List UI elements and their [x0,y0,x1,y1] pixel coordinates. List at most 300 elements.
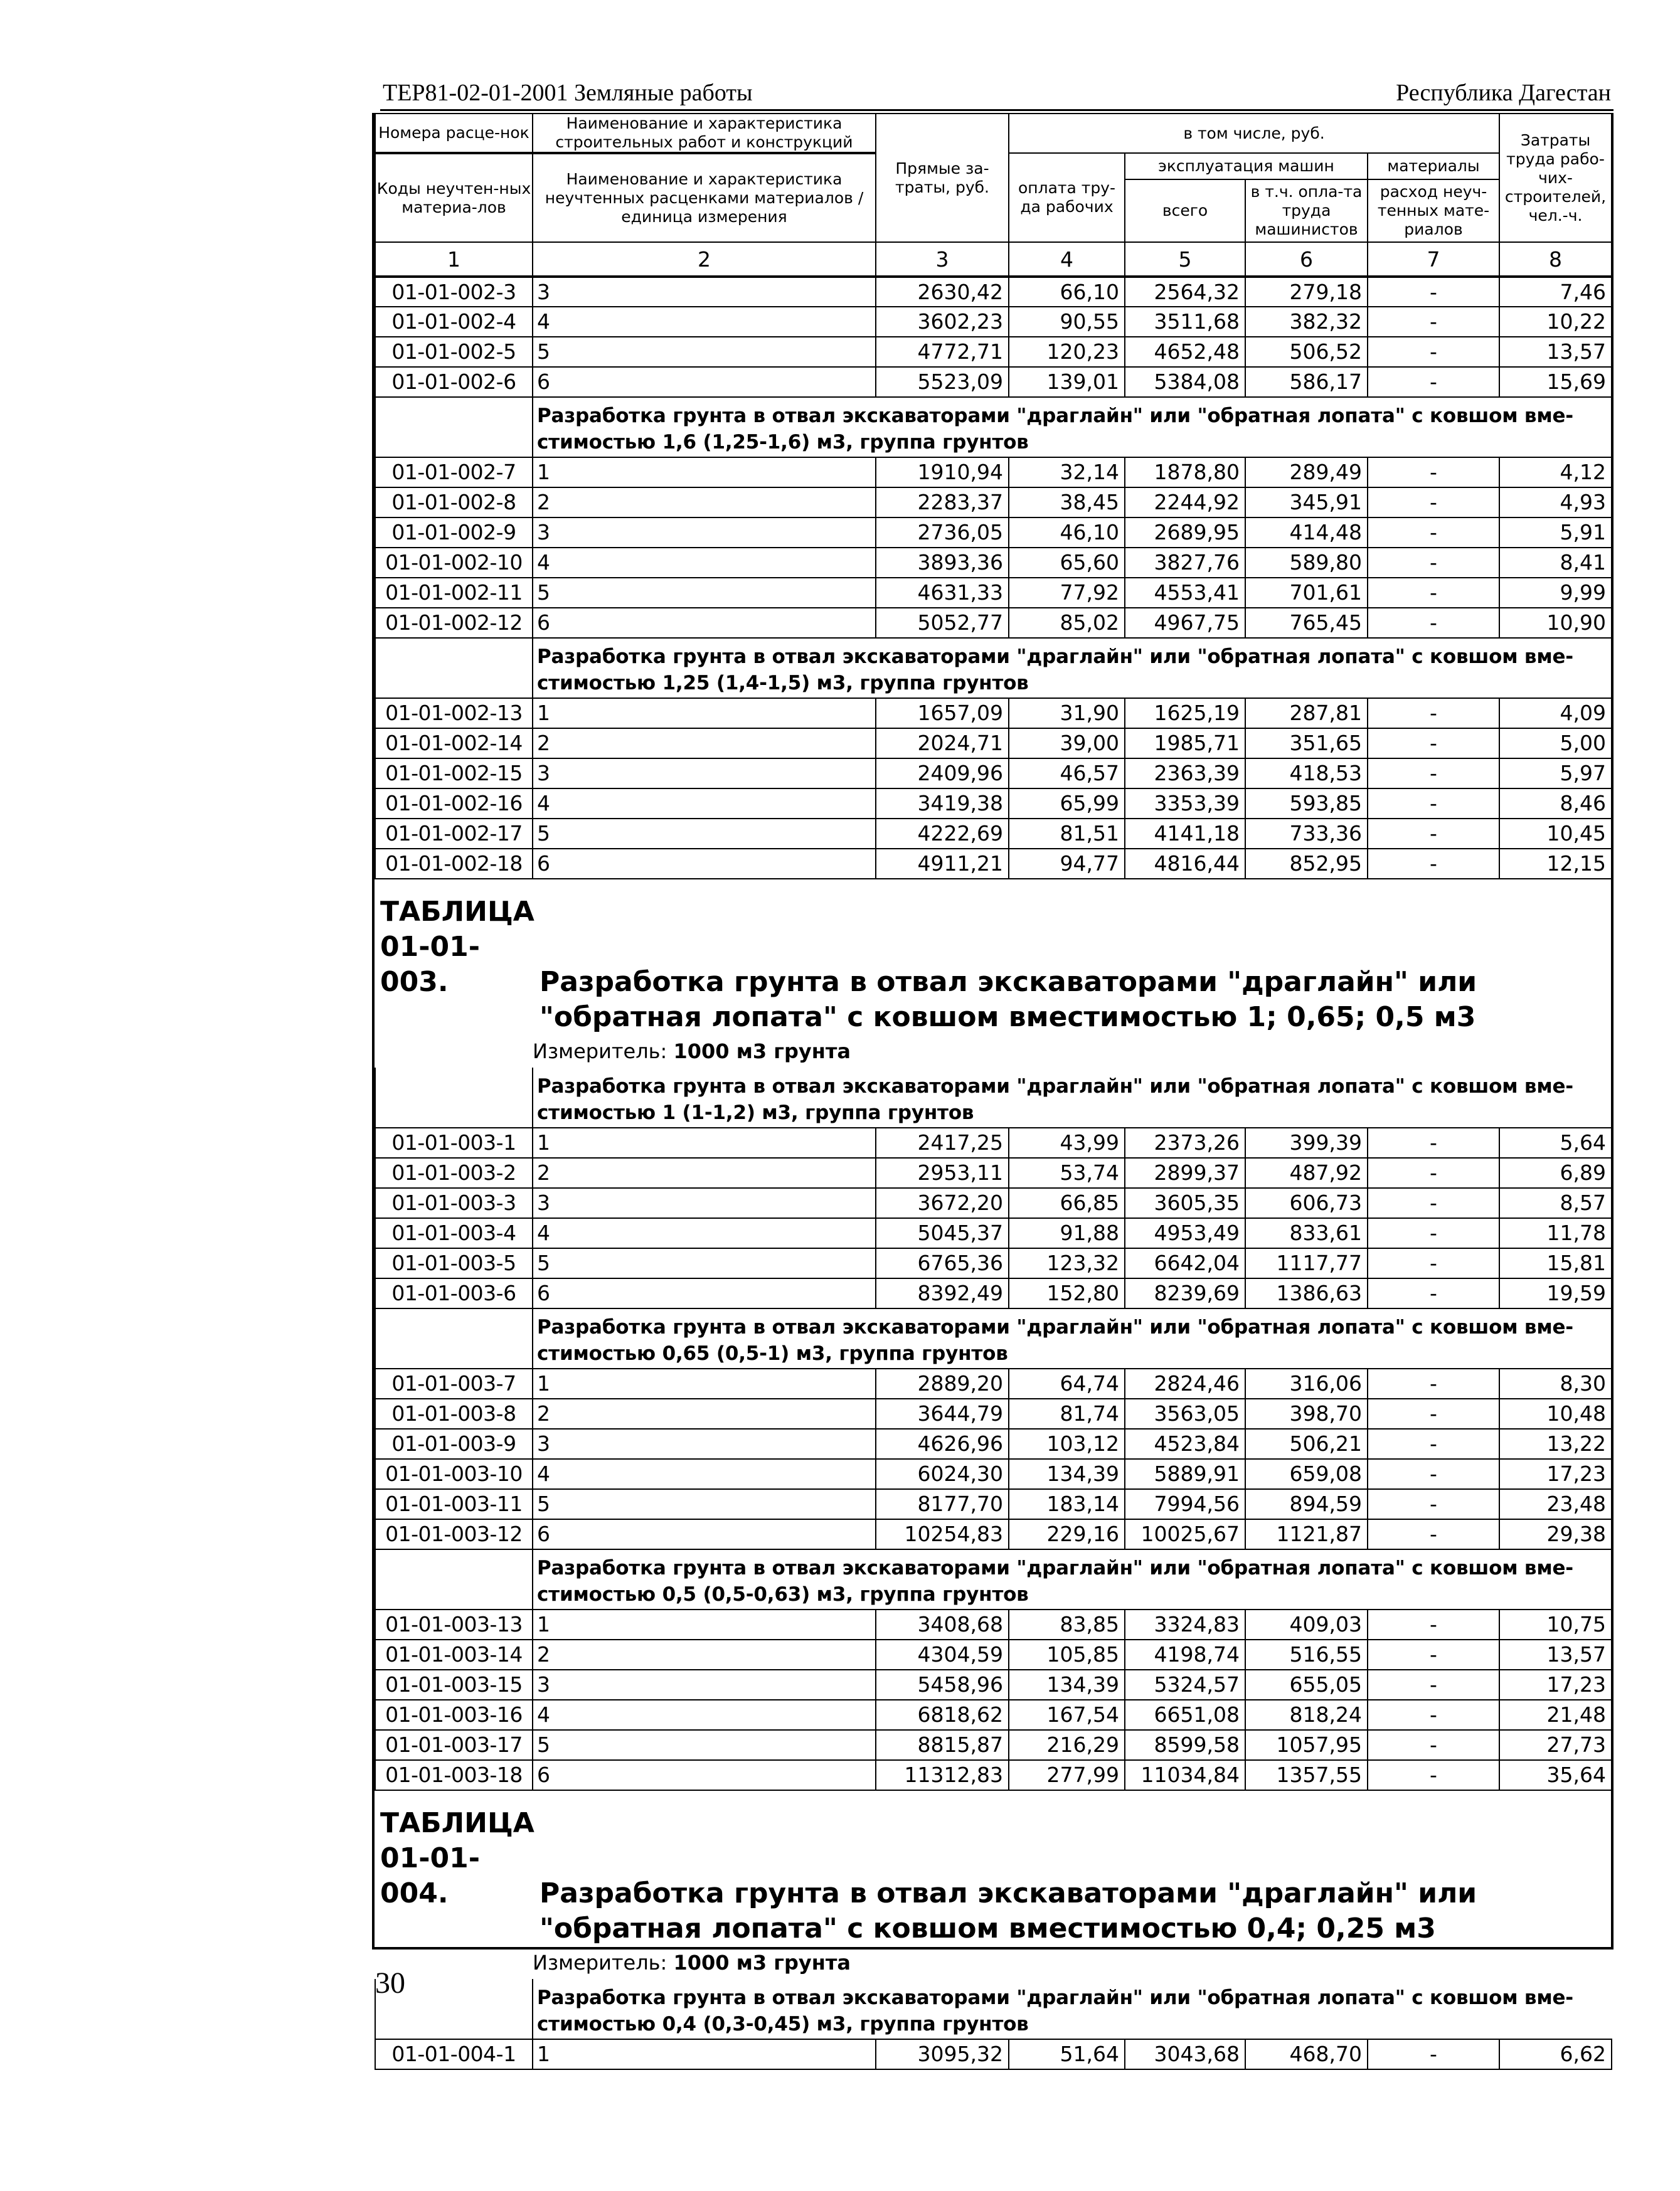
table-cell: 10,48 [1499,1399,1612,1429]
table-cell: 1 [533,698,876,728]
table-row [375,1369,1612,1399]
table-cell: 6 [533,367,876,397]
group-description-row [375,397,1612,457]
table-cell: 3408,68 [876,1610,1009,1640]
table-cell: 1117,77 [1245,1248,1368,1278]
col-worker-pay-header: оплата тру-да рабочих [1009,153,1125,242]
table-cell: 4,12 [1499,457,1612,487]
measure-value: 1000 м3 грунта [673,1039,851,1063]
table-cell: 4,09 [1499,698,1612,728]
table-cell: 2363,39 [1125,758,1245,788]
table-cell: 8,46 [1499,788,1612,819]
table-cell: 5045,37 [876,1218,1009,1248]
table-cell: 4222,69 [876,819,1009,849]
col-number: 5 [1125,242,1245,277]
table-cell: 11,78 [1499,1218,1612,1248]
table-cell: 134,39 [1009,1459,1125,1489]
table-cell: 3893,36 [876,548,1009,578]
table-row [375,1188,1612,1218]
table-cell: 833,61 [1245,1218,1368,1248]
measure-label: Измеритель: [533,1951,667,1975]
rate-code-cell: 01-01-003-18 [375,1760,533,1790]
table-cell: 589,80 [1245,548,1368,578]
group-description: Разработка грунта в отвал экскаваторами "драглайн" или "обратная лопата" с ковшом вме-стимостью 0,5 (0,5-0,63) м3, группа грунтов [533,1549,1612,1610]
col-operator-pay-header: в т.ч. опла-та труда машинистов [1245,179,1368,242]
table-title-line-1: Разработка грунта в отвал экскаваторами "драглайн" или [540,1877,1477,1909]
table-cell: 1 [533,457,876,487]
col-number: 2 [533,242,876,277]
col-materials-header: материалы [1368,153,1499,179]
table-cell: 418,53 [1245,758,1368,788]
table-cell: 15,81 [1499,1248,1612,1278]
table-cell: 2630,42 [876,277,1009,307]
table-cell: 4 [533,1218,876,1248]
table-cell: 3 [533,277,876,307]
table-cell: 2 [533,487,876,517]
rate-code-cell: 01-01-003-5 [375,1248,533,1278]
table-cell: 4304,59 [876,1640,1009,1670]
table-cell: 3419,38 [876,788,1009,819]
rate-code-cell: 01-01-003-7 [375,1369,533,1399]
table-cell: 51,64 [1009,2039,1125,2069]
measure-row [375,1035,1612,1068]
document-code-title: ТЕР81-02-01-2001 Земляные работы [383,80,753,106]
table-cell: - [1368,698,1499,728]
table-row [375,1610,1612,1640]
table-cell: 4 [533,1459,876,1489]
table-cell: 398,70 [1245,1399,1368,1429]
table-cell: 65,60 [1009,548,1125,578]
rate-code-cell: 01-01-003-9 [375,1429,533,1459]
table-cell: 593,85 [1245,788,1368,819]
rate-code-cell: 01-01-002-15 [375,758,533,788]
group-description: Разработка грунта в отвал экскаваторами "драглайн" или "обратная лопата" с ковшом вме-стимостью 1,25 (1,4-1,5) м3, группа грунтов [533,638,1612,698]
table-cell: 2 [533,1399,876,1429]
table-cell: 7994,56 [1125,1489,1245,1519]
rate-code-cell: 01-01-003-10 [375,1459,533,1489]
table-cell: 85,02 [1009,608,1125,638]
table-cell: 94,77 [1009,849,1125,879]
table-cell: 3605,35 [1125,1188,1245,1218]
table-cell: 487,92 [1245,1158,1368,1188]
table-cell: 1121,87 [1245,1519,1368,1549]
table-cell: - [1368,1610,1499,1640]
table-cell: 8239,69 [1125,1278,1245,1308]
table-cell: 5,00 [1499,728,1612,758]
table-cell: 1386,63 [1245,1278,1368,1308]
col-labor-hours-header: Затраты труда рабо-чих-строителей, чел.-ч. [1499,114,1612,242]
table-row [375,1670,1612,1700]
table-cell: 5 [533,578,876,608]
col-number: 4 [1009,242,1125,277]
table-cell: 35,64 [1499,1760,1612,1790]
table-number: ТАБЛИЦА 01-01-003. [380,896,534,998]
table-cell: 46,57 [1009,758,1125,788]
table-cell: 13,57 [1499,337,1612,367]
table-row [375,307,1612,337]
table-cell: 5 [533,1489,876,1519]
table-cell: - [1368,788,1499,819]
table-cell: 1 [533,1369,876,1399]
table-cell: 139,01 [1009,367,1125,397]
rate-code-cell: 01-01-002-8 [375,487,533,517]
col-material-codes-header: Коды неучтен-ных материа-лов [375,153,533,242]
table-cell: 123,32 [1009,1248,1125,1278]
col-machines-header: эксплуатация машин [1125,153,1368,179]
table-cell: 5 [533,819,876,849]
table-row [375,1700,1612,1730]
table-cell: 659,08 [1245,1459,1368,1489]
rate-code-cell: 01-01-003-6 [375,1278,533,1308]
rate-code-cell: 01-01-002-10 [375,548,533,578]
table-cell: 701,61 [1245,578,1368,608]
col-material-name-header: Наименование и характеристика неучтенных расценками материалов / единица измерения [533,153,876,242]
table-row [375,849,1612,879]
table-cell: 10,45 [1499,819,1612,849]
empty-cell [375,397,533,457]
table-cell: 351,65 [1245,728,1368,758]
table-cell: 1 [533,1610,876,1640]
table-cell: - [1368,2039,1499,2069]
table-cell: - [1368,728,1499,758]
table-cell: - [1368,337,1499,367]
table-cell: 39,00 [1009,728,1125,758]
table-cell: - [1368,608,1499,638]
table-row [375,367,1612,397]
table-cell: 8815,87 [876,1730,1009,1760]
measure-unit [533,1946,1612,1979]
table-cell: 3 [533,1429,876,1459]
group-description-row [375,1308,1612,1369]
rates-table [375,113,1612,2070]
table-cell: - [1368,487,1499,517]
table-cell: 1 [533,1128,876,1158]
table-cell: 43,99 [1009,1128,1125,1158]
table-cell: 2824,46 [1125,1369,1245,1399]
table-cell: 5523,09 [876,367,1009,397]
table-cell: - [1368,367,1499,397]
table-cell: 277,99 [1009,1760,1125,1790]
rate-code-cell: 01-01-002-13 [375,698,533,728]
group-description-row [375,1979,1612,2039]
table-cell: 4631,33 [876,578,1009,608]
table-cell: - [1368,819,1499,849]
col-including-header: в том числе, руб. [1009,114,1499,153]
table-cell: 818,24 [1245,1700,1368,1730]
table-cell: - [1368,1429,1499,1459]
table-cell: 2024,71 [876,728,1009,758]
rate-code-cell: 01-01-002-17 [375,819,533,849]
table-row [375,1399,1612,1429]
table-cell: 31,90 [1009,698,1125,728]
table-cell: 3 [533,1670,876,1700]
rates-table-frame [372,113,1614,2066]
rate-code-cell: 01-01-003-11 [375,1489,533,1519]
table-cell: 29,38 [1499,1519,1612,1549]
rate-code-cell: 01-01-002-5 [375,337,533,367]
table-cell: 852,95 [1245,849,1368,879]
table-row [375,728,1612,758]
table-cell: 287,81 [1245,698,1368,728]
table-cell: 6,89 [1499,1158,1612,1188]
table-cell: 13,22 [1499,1429,1612,1459]
table-cell: 2244,92 [1125,487,1245,517]
col-rate-number-header: Номера расце-нок [375,114,533,153]
table-cell: 10,75 [1499,1610,1612,1640]
table-cell: 12,15 [1499,849,1612,879]
table-cell: 4 [533,307,876,337]
table-cell: 606,73 [1245,1188,1368,1218]
table-row [375,2039,1612,2069]
page-header [380,74,1614,111]
group-description: Разработка грунта в отвал экскаваторами "драглайн" или "обратная лопата" с ковшом вме-стимостью 1 (1-1,2) м3, группа грунтов [533,1068,1612,1128]
table-cell: 10025,67 [1125,1519,1245,1549]
table-cell: 506,21 [1245,1429,1368,1459]
table-cell: 6024,30 [876,1459,1009,1489]
table-cell: - [1368,1158,1499,1188]
table-cell: 2283,37 [876,487,1009,517]
table-title-line-1: Разработка грунта в отвал экскаваторами "драглайн" или [540,966,1477,998]
table-title [375,1790,1612,1946]
table-cell: 414,48 [1245,517,1368,548]
table-cell: 2 [533,1158,876,1188]
table-cell: 3602,23 [876,307,1009,337]
rate-code-cell: 01-01-003-8 [375,1399,533,1429]
table-cell: 120,23 [1009,337,1125,367]
col-number: 3 [876,242,1009,277]
table-row [375,1218,1612,1248]
empty-cell [375,1068,533,1128]
table-cell: 64,74 [1009,1369,1125,1399]
table-cell: 65,99 [1009,788,1125,819]
table-cell: 5,91 [1499,517,1612,548]
table-cell: - [1368,1700,1499,1730]
table-cell: 2953,11 [876,1158,1009,1188]
group-description-row [375,1068,1612,1128]
col-direct-costs-header: Прямые за-траты, руб. [876,114,1009,242]
table-row [375,1278,1612,1308]
empty-cell [375,638,533,698]
table-row [375,548,1612,578]
col-machines-total-header: всего [1125,179,1245,242]
table-cell: 6651,08 [1125,1700,1245,1730]
table-cell: 4141,18 [1125,819,1245,849]
table-cell: 6 [533,849,876,879]
table-cell: 4 [533,788,876,819]
table-cell: 2564,32 [1125,277,1245,307]
table-cell: 4626,96 [876,1429,1009,1459]
table-cell: 5889,91 [1125,1459,1245,1489]
table-row [375,608,1612,638]
table-cell: 5324,57 [1125,1670,1245,1700]
table-cell: - [1368,1128,1499,1158]
table-cell: 3095,32 [876,2039,1009,2069]
table-cell: 3827,76 [1125,548,1245,578]
table-cell: 5 [533,1248,876,1278]
rate-code-cell: 01-01-003-13 [375,1610,533,1640]
measure-value: 1000 м3 грунта [673,1951,851,1975]
table-cell: 4772,71 [876,337,1009,367]
table-cell: 3563,05 [1125,1399,1245,1429]
empty-cell [375,1308,533,1369]
table-cell: 10,22 [1499,307,1612,337]
table-cell: 11034,84 [1125,1760,1245,1790]
table-row [375,277,1612,307]
table-cell: 2417,25 [876,1128,1009,1158]
table-cell: 134,39 [1009,1670,1125,1700]
table-cell: 2373,26 [1125,1128,1245,1158]
table-cell: 2 [533,728,876,758]
rate-code-cell: 01-01-002-6 [375,367,533,397]
table-cell: 5 [533,1730,876,1760]
table-title-row [375,1790,1612,1946]
table-cell: 4967,75 [1125,608,1245,638]
measure-row [375,1946,1612,1979]
table-cell: 2409,96 [876,758,1009,788]
table-cell: 4 [533,548,876,578]
table-cell: - [1368,1489,1499,1519]
header-row-1 [375,114,1612,153]
table-row [375,1248,1612,1278]
table-cell: 6 [533,1519,876,1549]
table-cell: 3644,79 [876,1399,1009,1429]
table-cell: 6642,04 [1125,1248,1245,1278]
table-cell: - [1368,307,1499,337]
table-cell: 21,48 [1499,1700,1612,1730]
table-cell: 8177,70 [876,1489,1009,1519]
table-cell: 66,10 [1009,277,1125,307]
table-cell: 90,55 [1009,307,1125,337]
table-cell: 17,23 [1499,1459,1612,1489]
group-description-row [375,638,1612,698]
table-title-line-2: "обратная лопата" с ковшом вместимостью 1; 0,65; 0,5 м3 [540,1001,1476,1033]
table-cell: 3511,68 [1125,307,1245,337]
table-title [375,879,1612,1035]
table-cell: 5458,96 [876,1670,1009,1700]
table-cell: 289,49 [1245,457,1368,487]
rate-code-cell: 01-01-002-16 [375,788,533,819]
table-cell: 894,59 [1245,1489,1368,1519]
table-cell: - [1368,1399,1499,1429]
table-cell: 15,69 [1499,367,1612,397]
rate-code-cell: 01-01-003-4 [375,1218,533,1248]
rate-code-cell: 01-01-002-18 [375,849,533,879]
table-cell: 279,18 [1245,277,1368,307]
table-cell: 6,62 [1499,2039,1612,2069]
rate-code-cell: 01-01-003-2 [375,1158,533,1188]
table-cell: 655,05 [1245,1670,1368,1700]
table-cell: 216,29 [1009,1730,1125,1760]
table-cell: - [1368,1730,1499,1760]
table-cell: 1910,94 [876,457,1009,487]
measure-unit [533,1035,1612,1068]
table-cell: - [1368,849,1499,879]
group-description-row [375,1549,1612,1610]
table-cell: 91,88 [1009,1218,1125,1248]
table-cell: 23,48 [1499,1489,1612,1519]
table-cell: - [1368,1670,1499,1700]
table-row [375,487,1612,517]
measure-label: Измеритель: [533,1039,667,1063]
table-row [375,1429,1612,1459]
table-cell: 81,74 [1009,1399,1125,1429]
table-cell: - [1368,1760,1499,1790]
table-cell: 5052,77 [876,608,1009,638]
table-row [375,337,1612,367]
table-cell: 3 [533,1188,876,1218]
table-cell: 77,92 [1009,578,1125,608]
table-row [375,1158,1612,1188]
table-cell: 4953,49 [1125,1218,1245,1248]
rate-code-cell: 01-01-003-17 [375,1730,533,1760]
table-row [375,1640,1612,1670]
table-cell: 1657,09 [876,698,1009,728]
table-cell: 4652,48 [1125,337,1245,367]
table-cell: 3672,20 [876,1188,1009,1218]
table-cell: - [1368,548,1499,578]
table-cell: 506,52 [1245,337,1368,367]
table-cell: 2889,20 [876,1369,1009,1399]
table-row [375,698,1612,728]
empty-cell [375,1549,533,1610]
page-number: 30 [375,1966,405,2000]
col-number: 1 [375,242,533,277]
column-numbers-row [375,242,1612,277]
table-cell: 586,17 [1245,367,1368,397]
table-cell: 399,39 [1245,1128,1368,1158]
table-cell: 3324,83 [1125,1610,1245,1640]
rate-code-cell: 01-01-002-7 [375,457,533,487]
rate-code-cell: 01-01-002-9 [375,517,533,548]
table-cell: 229,16 [1009,1519,1125,1549]
group-description: Разработка грунта в отвал экскаваторами "драглайн" или "обратная лопата" с ковшом вме-стимостью 1,6 (1,25-1,6) м3, группа грунтов [533,397,1612,457]
table-cell: 8599,58 [1125,1730,1245,1760]
table-cell: 3 [533,758,876,788]
rate-code-cell: 01-01-003-3 [375,1188,533,1218]
table-cell: 3 [533,517,876,548]
table-row [375,788,1612,819]
table-cell: 382,32 [1245,307,1368,337]
table-row [375,1489,1612,1519]
table-cell: 105,85 [1009,1640,1125,1670]
table-cell: 66,85 [1009,1188,1125,1218]
table-cell: 4198,74 [1125,1640,1245,1670]
table-cell: 765,45 [1245,608,1368,638]
table-cell: 9,99 [1499,578,1612,608]
table-cell: 2736,05 [876,517,1009,548]
table-cell: - [1368,457,1499,487]
table-cell: 19,59 [1499,1278,1612,1308]
table-title-row [375,879,1612,1035]
table-title-line-2: "обратная лопата" с ковшом вместимостью 0,4; 0,25 м3 [540,1912,1436,1944]
table-row [375,1730,1612,1760]
table-cell: 4,93 [1499,487,1612,517]
table-cell: 38,45 [1009,487,1125,517]
table-cell: 6765,36 [876,1248,1009,1278]
table-row [375,517,1612,548]
table-cell: 6 [533,1278,876,1308]
table-cell: 183,14 [1009,1489,1125,1519]
table-cell: 81,51 [1009,819,1125,849]
table-cell: 1985,71 [1125,728,1245,758]
table-cell: 32,14 [1009,457,1125,487]
rate-code-cell: 01-01-003-12 [375,1519,533,1549]
table-cell: 27,73 [1499,1730,1612,1760]
table-cell: 1057,95 [1245,1730,1368,1760]
table-cell: 53,74 [1009,1158,1125,1188]
table-cell: 13,57 [1499,1640,1612,1670]
table-cell: 733,36 [1245,819,1368,849]
